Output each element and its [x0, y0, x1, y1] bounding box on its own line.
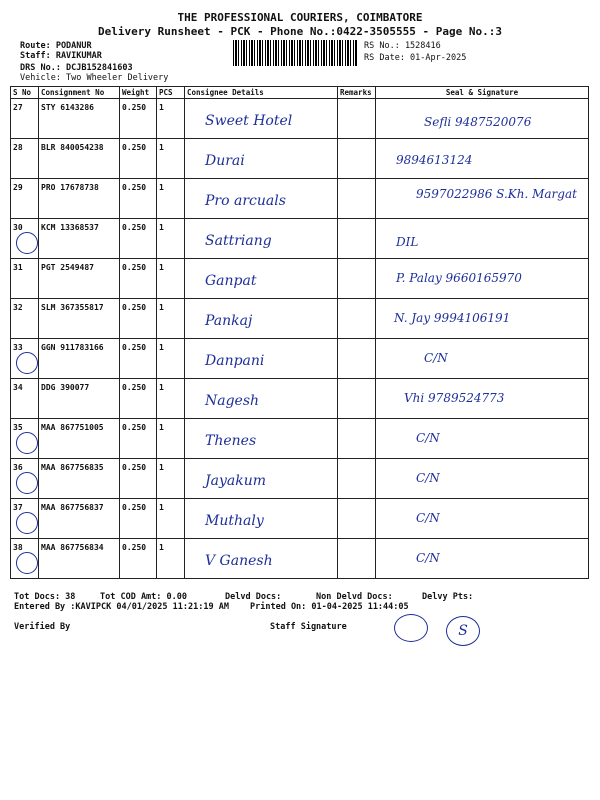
signature-cell	[376, 259, 589, 299]
remarks-cell	[338, 299, 376, 339]
serial-number-cell: 33	[11, 339, 39, 379]
consignment-number-cell: STY 6143286	[39, 99, 120, 139]
pieces-cell: 1	[157, 219, 185, 259]
table-header-row	[11, 87, 589, 99]
weight-cell: 0.250	[120, 459, 157, 499]
consignment-number-cell: MAA 867756835	[39, 459, 120, 499]
consignee-handwriting: Pro arcuals	[205, 193, 286, 209]
signature-cell	[376, 459, 589, 499]
consignee-cell	[185, 419, 338, 459]
serial-number-cell: 27	[11, 99, 39, 139]
col-header: Remarks	[338, 87, 376, 99]
consignee-cell	[185, 539, 338, 579]
weight-cell: 0.250	[120, 539, 157, 579]
signature-cell	[376, 179, 589, 219]
weight-cell: 0.250	[120, 179, 157, 219]
barcode	[233, 40, 357, 66]
company-title: THE PROFESSIONAL COURIERS, COIMBATORE	[177, 11, 423, 24]
remarks-cell	[338, 459, 376, 499]
pieces-cell: 1	[157, 179, 185, 219]
table-row	[11, 219, 589, 259]
drs-number: DRS No.: DCJB152841603	[20, 63, 133, 73]
consignee-handwriting: Jayakum	[205, 473, 266, 489]
table-row	[11, 99, 589, 139]
signature-scribble	[394, 614, 428, 642]
pieces-cell: 1	[157, 539, 185, 579]
weight-cell: 0.250	[120, 419, 157, 459]
signature-cell	[376, 539, 589, 579]
weight-cell: 0.250	[120, 499, 157, 539]
signature-handwriting: Vhi 9789524773	[404, 391, 505, 405]
serial-number-cell: 34	[11, 379, 39, 419]
staff-label: Staff: RAVIKUMAR	[20, 51, 102, 61]
signature-handwriting: DIL	[396, 235, 419, 249]
col-header: Seal & Signature	[376, 87, 589, 99]
table-row	[11, 299, 589, 339]
table-row	[11, 139, 589, 179]
consignee-cell	[185, 139, 338, 179]
remarks-cell	[338, 259, 376, 299]
serial-number-cell: 28	[11, 139, 39, 179]
signature-handwriting: N. Jay 9994106191	[394, 311, 511, 325]
pieces-cell: 1	[157, 99, 185, 139]
consignee-cell	[185, 499, 338, 539]
signature-cell	[376, 139, 589, 179]
remarks-cell	[338, 339, 376, 379]
pieces-cell: 1	[157, 459, 185, 499]
consignee-handwriting: Durai	[205, 153, 245, 169]
col-header: Weight	[120, 87, 157, 99]
signature-cell	[376, 379, 589, 419]
signature-handwriting: C/N	[416, 511, 440, 525]
table-row	[11, 259, 589, 299]
pieces-cell: 1	[157, 339, 185, 379]
consignee-cell	[185, 299, 338, 339]
staff-signature-label: Staff Signature	[270, 622, 347, 632]
serial-number-cell: 35	[11, 419, 39, 459]
consignee-cell	[185, 99, 338, 139]
delvd-docs: Delvd Docs:	[225, 592, 282, 602]
consignee-handwriting: Ganpat	[205, 273, 257, 289]
pieces-cell: 1	[157, 499, 185, 539]
table-row	[11, 499, 589, 539]
delivery-table	[10, 86, 589, 579]
table-row	[11, 339, 589, 379]
hand-drawn-circle	[16, 552, 38, 574]
consignee-cell	[185, 379, 338, 419]
remarks-cell	[338, 99, 376, 139]
table-row	[11, 179, 589, 219]
serial-number-cell: 32	[11, 299, 39, 339]
consignee-cell	[185, 179, 338, 219]
col-header: S No	[11, 87, 39, 99]
signature-handwriting: C/N	[416, 431, 440, 445]
signature-handwriting: P. Palay 9660165970	[396, 271, 522, 285]
serial-number-cell: 31	[11, 259, 39, 299]
consignee-handwriting: Thenes	[205, 433, 257, 449]
serial-number-cell: 38	[11, 539, 39, 579]
entered-by: Entered By :KAVIPCK 04/01/2025 11:21:19 AM	[14, 602, 229, 612]
pieces-cell: 1	[157, 299, 185, 339]
stamp-mark: S	[446, 616, 480, 646]
hand-drawn-circle	[16, 472, 38, 494]
verified-by: Verified By	[14, 622, 71, 632]
signature-handwriting: 9597022986 S.Kh. Margat	[416, 187, 577, 201]
signature-cell	[376, 419, 589, 459]
pieces-cell: 1	[157, 419, 185, 459]
weight-cell: 0.250	[120, 219, 157, 259]
printed-on: Printed On: 01-04-2025 11:44:05	[250, 602, 409, 612]
consignment-number-cell: MAA 867756837	[39, 499, 120, 539]
consignee-cell	[185, 339, 338, 379]
weight-cell: 0.250	[120, 99, 157, 139]
hand-drawn-circle	[16, 352, 38, 374]
signature-cell	[376, 299, 589, 339]
rs-number: RS No.: 1528416	[364, 41, 441, 51]
remarks-cell	[338, 499, 376, 539]
hand-drawn-circle	[16, 512, 38, 534]
remarks-cell	[338, 139, 376, 179]
pieces-cell: 1	[157, 259, 185, 299]
signature-cell	[376, 219, 589, 259]
serial-number-cell: 30	[11, 219, 39, 259]
consignee-handwriting: Pankaj	[205, 313, 253, 329]
consignee-handwriting: Danpani	[205, 353, 265, 369]
consignee-cell	[185, 259, 338, 299]
delvy-pts: Delvy Pts:	[422, 592, 474, 602]
remarks-cell	[338, 379, 376, 419]
consignee-handwriting: V Ganesh	[205, 553, 273, 569]
consignment-number-cell: DDG 390077	[39, 379, 120, 419]
consignee-handwriting: Nagesh	[205, 393, 260, 409]
consignee-cell	[185, 219, 338, 259]
rs-date: RS Date: 01-Apr-2025	[364, 53, 467, 63]
weight-cell: 0.250	[120, 139, 157, 179]
hand-drawn-circle	[16, 232, 38, 254]
remarks-cell	[338, 179, 376, 219]
table-row	[11, 459, 589, 499]
signature-cell	[376, 99, 589, 139]
signature-handwriting: C/N	[424, 351, 448, 365]
pieces-cell: 1	[157, 139, 185, 179]
signature-handwriting: 9894613124	[396, 153, 473, 167]
weight-cell: 0.250	[120, 259, 157, 299]
consignment-number-cell: KCM 13368537	[39, 219, 120, 259]
signature-handwriting: C/N	[416, 471, 440, 485]
col-header: Consignment No	[39, 87, 120, 99]
table-row	[11, 379, 589, 419]
non-delvd-docs: Non Delvd Docs:	[316, 592, 393, 602]
consignee-handwriting: Sweet Hotel	[205, 113, 293, 129]
serial-number-cell: 29	[11, 179, 39, 219]
remarks-cell	[338, 419, 376, 459]
consignee-handwriting: Muthaly	[205, 513, 264, 529]
signature-handwriting: C/N	[416, 551, 440, 565]
table-row	[11, 539, 589, 579]
weight-cell: 0.250	[120, 299, 157, 339]
consignment-number-cell: MAA 867756834	[39, 539, 120, 579]
remarks-cell	[338, 219, 376, 259]
signature-cell	[376, 339, 589, 379]
table-row	[11, 419, 589, 459]
consignment-number-cell: MAA 867751005	[39, 419, 120, 459]
consignment-number-cell: PGT 2549487	[39, 259, 120, 299]
consignee-cell	[185, 459, 338, 499]
consignment-number-cell: GGN 911783166	[39, 339, 120, 379]
vehicle-label: Vehicle: Two Wheeler Delivery	[20, 73, 169, 83]
tot-cod: Tot COD Amt: 0.00	[100, 592, 187, 602]
consignment-number-cell: SLM 367355817	[39, 299, 120, 339]
weight-cell: 0.250	[120, 339, 157, 379]
consignment-number-cell: BLR 840054238	[39, 139, 120, 179]
serial-number-cell: 36	[11, 459, 39, 499]
remarks-cell	[338, 539, 376, 579]
weight-cell: 0.250	[120, 379, 157, 419]
signature-cell	[376, 499, 589, 539]
serial-number-cell: 37	[11, 499, 39, 539]
consignment-number-cell: PRO 17678738	[39, 179, 120, 219]
pieces-cell: 1	[157, 379, 185, 419]
col-header: PCS	[157, 87, 185, 99]
runsheet-subtitle: Delivery Runsheet - PCK - Phone No.:0422-3505555 - Page No.:3	[98, 25, 502, 38]
tot-docs: Tot Docs: 38	[14, 592, 76, 602]
route-label: Route: PODANUR	[20, 41, 92, 51]
consignee-handwriting: Sattriang	[205, 233, 272, 249]
hand-drawn-circle	[16, 432, 38, 454]
col-header: Consignee Details	[185, 87, 338, 99]
signature-handwriting: Sefli 9487520076	[424, 115, 532, 129]
